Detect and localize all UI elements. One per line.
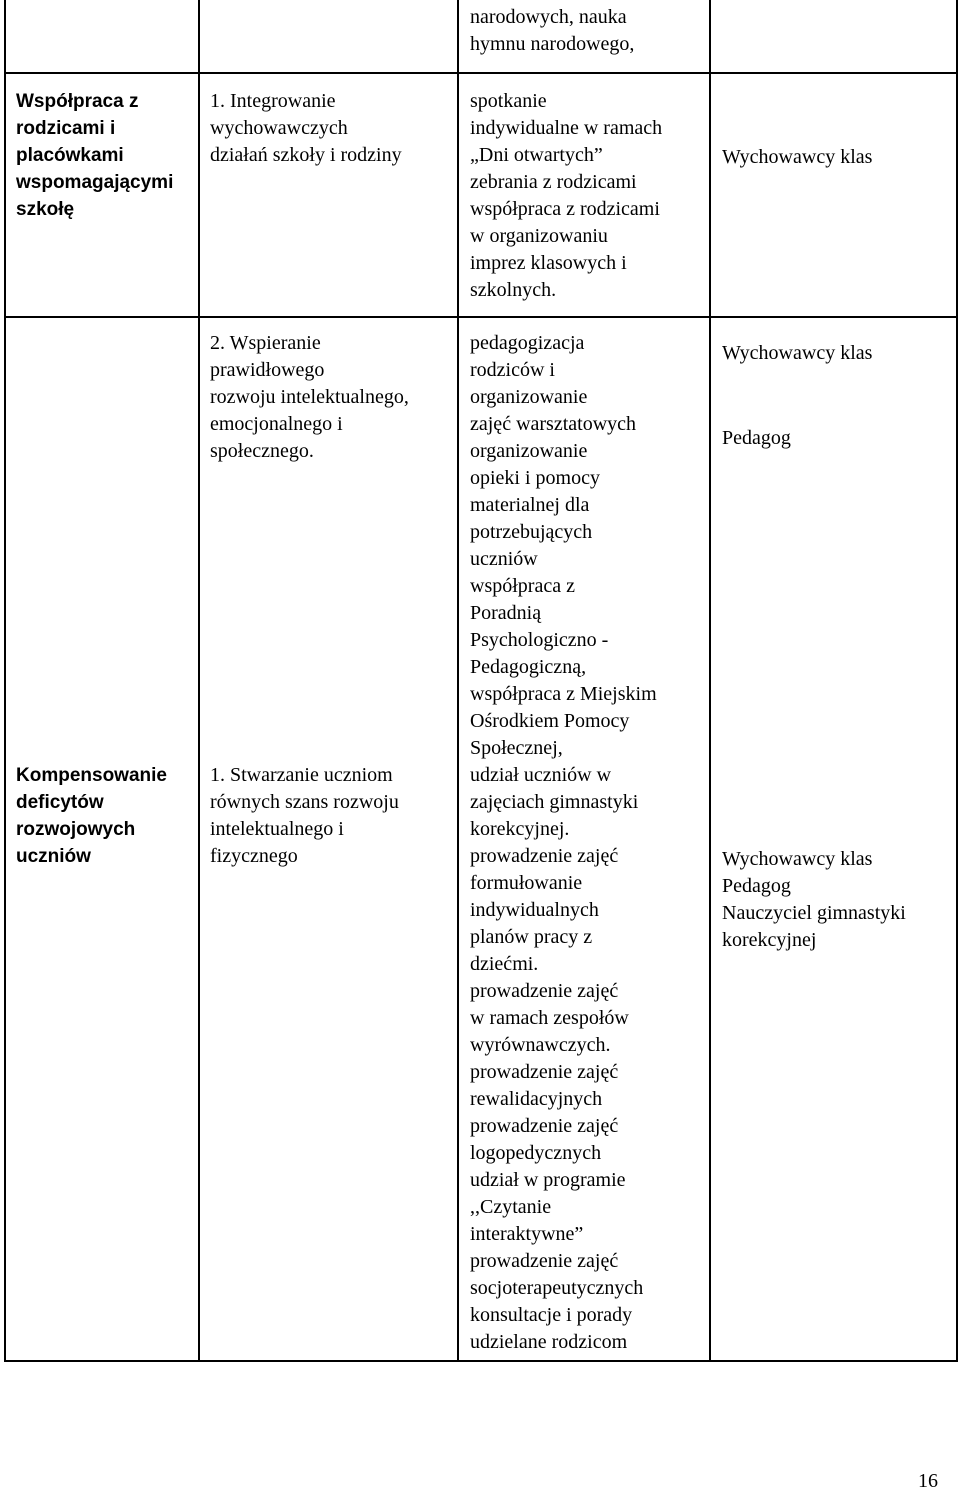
cell-line: działań szkoły i rodziny (210, 144, 402, 166)
cell-line: wychowawczych (210, 117, 348, 139)
cell-line: placówkami (16, 145, 124, 166)
cell-responsible-row2c (722, 846, 906, 954)
cell-line: prawidłowego (210, 359, 325, 381)
cell-line: rodziców i (470, 359, 555, 381)
cell-line: społecznego. (210, 440, 314, 462)
cell-line: udzielane rodzicom (470, 1331, 628, 1353)
cell-line: 1. Stwarzanie uczniom (210, 764, 393, 786)
cell-line: konsultacje i porady (470, 1304, 633, 1326)
cell-line: spotkanie (470, 90, 547, 112)
cell-line: szkołę (16, 199, 75, 220)
cell-line: uczniów (470, 548, 538, 570)
cell-task-integration (210, 88, 402, 169)
cell-line: Pedagog (722, 427, 791, 449)
cell-line: indywidualnych (470, 899, 599, 921)
cell-line: współpraca z rodzicami (470, 198, 660, 220)
cell-area-compensation (16, 762, 167, 870)
cell-line: korekcyjnej (722, 929, 817, 951)
cell-line: szkolnych. (470, 279, 557, 301)
table-border-left (4, 0, 6, 1362)
cell-line: Wychowawcy klas (722, 146, 873, 168)
cell-line: równych szans rozwoju (210, 791, 399, 813)
cell-line: Psychologiczno - (470, 629, 609, 651)
cell-line: imprez klasowych i (470, 252, 627, 274)
cell-line: w organizowaniu (470, 225, 608, 247)
cell-line: hymnu narodowego, (470, 33, 635, 55)
cell-line: intelektualnego i (210, 818, 344, 840)
cell-area-cooperation (16, 88, 173, 223)
cell-line: interaktywne” (470, 1223, 584, 1245)
cell-line: 2. Wspieranie (210, 332, 321, 354)
cell-task-support (210, 330, 409, 465)
cell-line: Wychowawcy klas (722, 342, 873, 364)
cell-line: rozwoju intelektualnego, (210, 386, 409, 408)
table-border-col4 (709, 0, 711, 1362)
page-number: 16 (918, 1470, 938, 1492)
cell-line: Pedagogiczną, (470, 656, 587, 678)
cell-line: 1. Integrowanie (210, 90, 336, 112)
cell-line: Wychowawcy klas (722, 848, 873, 870)
cell-methods-cooperation (470, 88, 662, 304)
cell-line: prowadzenie zajęć (470, 980, 619, 1002)
cell-responsible-row1 (722, 144, 872, 171)
cell-line: ,,Czytanie (470, 1196, 552, 1218)
cell-methods-continued (470, 4, 634, 58)
table-border-col3 (457, 0, 459, 1362)
cell-responsible-row2a (722, 340, 872, 367)
cell-line: współpraca z Miejskim (470, 683, 657, 705)
cell-line: korekcyjnej. (470, 818, 570, 840)
cell-methods-compensation (470, 330, 657, 1356)
cell-line: formułowanie (470, 872, 583, 894)
cell-line: potrzebujących (470, 521, 593, 543)
cell-line: uczniów (16, 846, 91, 867)
cell-line: Nauczyciel gimnastyki (722, 902, 906, 924)
cell-line: Społecznej, (470, 737, 563, 759)
cell-task-equal-chances (210, 762, 399, 870)
cell-line: socjoterapeutycznych (470, 1277, 644, 1299)
cell-line: logopedycznych (470, 1142, 602, 1164)
cell-line: fizycznego (210, 845, 298, 867)
cell-line: w ramach zespołów (470, 1007, 629, 1029)
cell-line: rodzicami i (16, 118, 116, 139)
cell-line: planów pracy z (470, 926, 593, 948)
cell-line: Ośrodkiem Pomocy (470, 710, 630, 732)
table-border-col2 (198, 0, 200, 1362)
cell-line: zajęć warsztatowych (470, 413, 637, 435)
table-border-bottom (4, 1360, 958, 1362)
cell-line: deficytów (16, 792, 104, 813)
cell-line: opieki i pomocy (470, 467, 600, 489)
cell-line: Poradnią (470, 602, 542, 624)
cell-responsible-row2b (722, 425, 791, 452)
cell-line: pedagogizacja (470, 332, 585, 354)
cell-line: Pedagog (722, 875, 791, 897)
cell-line: współpraca z (470, 575, 575, 597)
cell-line: Współpraca z (16, 91, 139, 112)
cell-line: zebrania z rodzicami (470, 171, 637, 193)
cell-line: rozwojowych (16, 819, 136, 840)
cell-line: indywidualne w ramach (470, 117, 663, 139)
cell-line: prowadzenie zajęć (470, 845, 619, 867)
cell-line: prowadzenie zajęć (470, 1061, 619, 1083)
table-row-divider-2 (4, 316, 958, 318)
cell-line: Kompensowanie (16, 765, 167, 786)
cell-line: wspomagającymi (16, 172, 174, 193)
cell-line: emocjonalnego i (210, 413, 343, 435)
table-row-divider-1 (4, 72, 958, 74)
cell-line: zajęciach gimnastyki (470, 791, 639, 813)
cell-line: organizowanie (470, 386, 588, 408)
cell-line: wyrównawczych. (470, 1034, 611, 1056)
cell-line: prowadzenie zajęć (470, 1250, 619, 1272)
cell-line: materialnej dla (470, 494, 590, 516)
cell-line: narodowych, nauka (470, 6, 627, 28)
cell-line: rewalidacyjnych (470, 1088, 603, 1110)
cell-line: „Dni otwartych” (470, 144, 603, 166)
cell-line: udział w programie (470, 1169, 626, 1191)
cell-line: dziećmi. (470, 953, 539, 975)
table-border-right (956, 0, 958, 1362)
cell-line: prowadzenie zajęć (470, 1115, 619, 1137)
cell-line: organizowanie (470, 440, 588, 462)
cell-line: udział uczniów w (470, 764, 612, 786)
